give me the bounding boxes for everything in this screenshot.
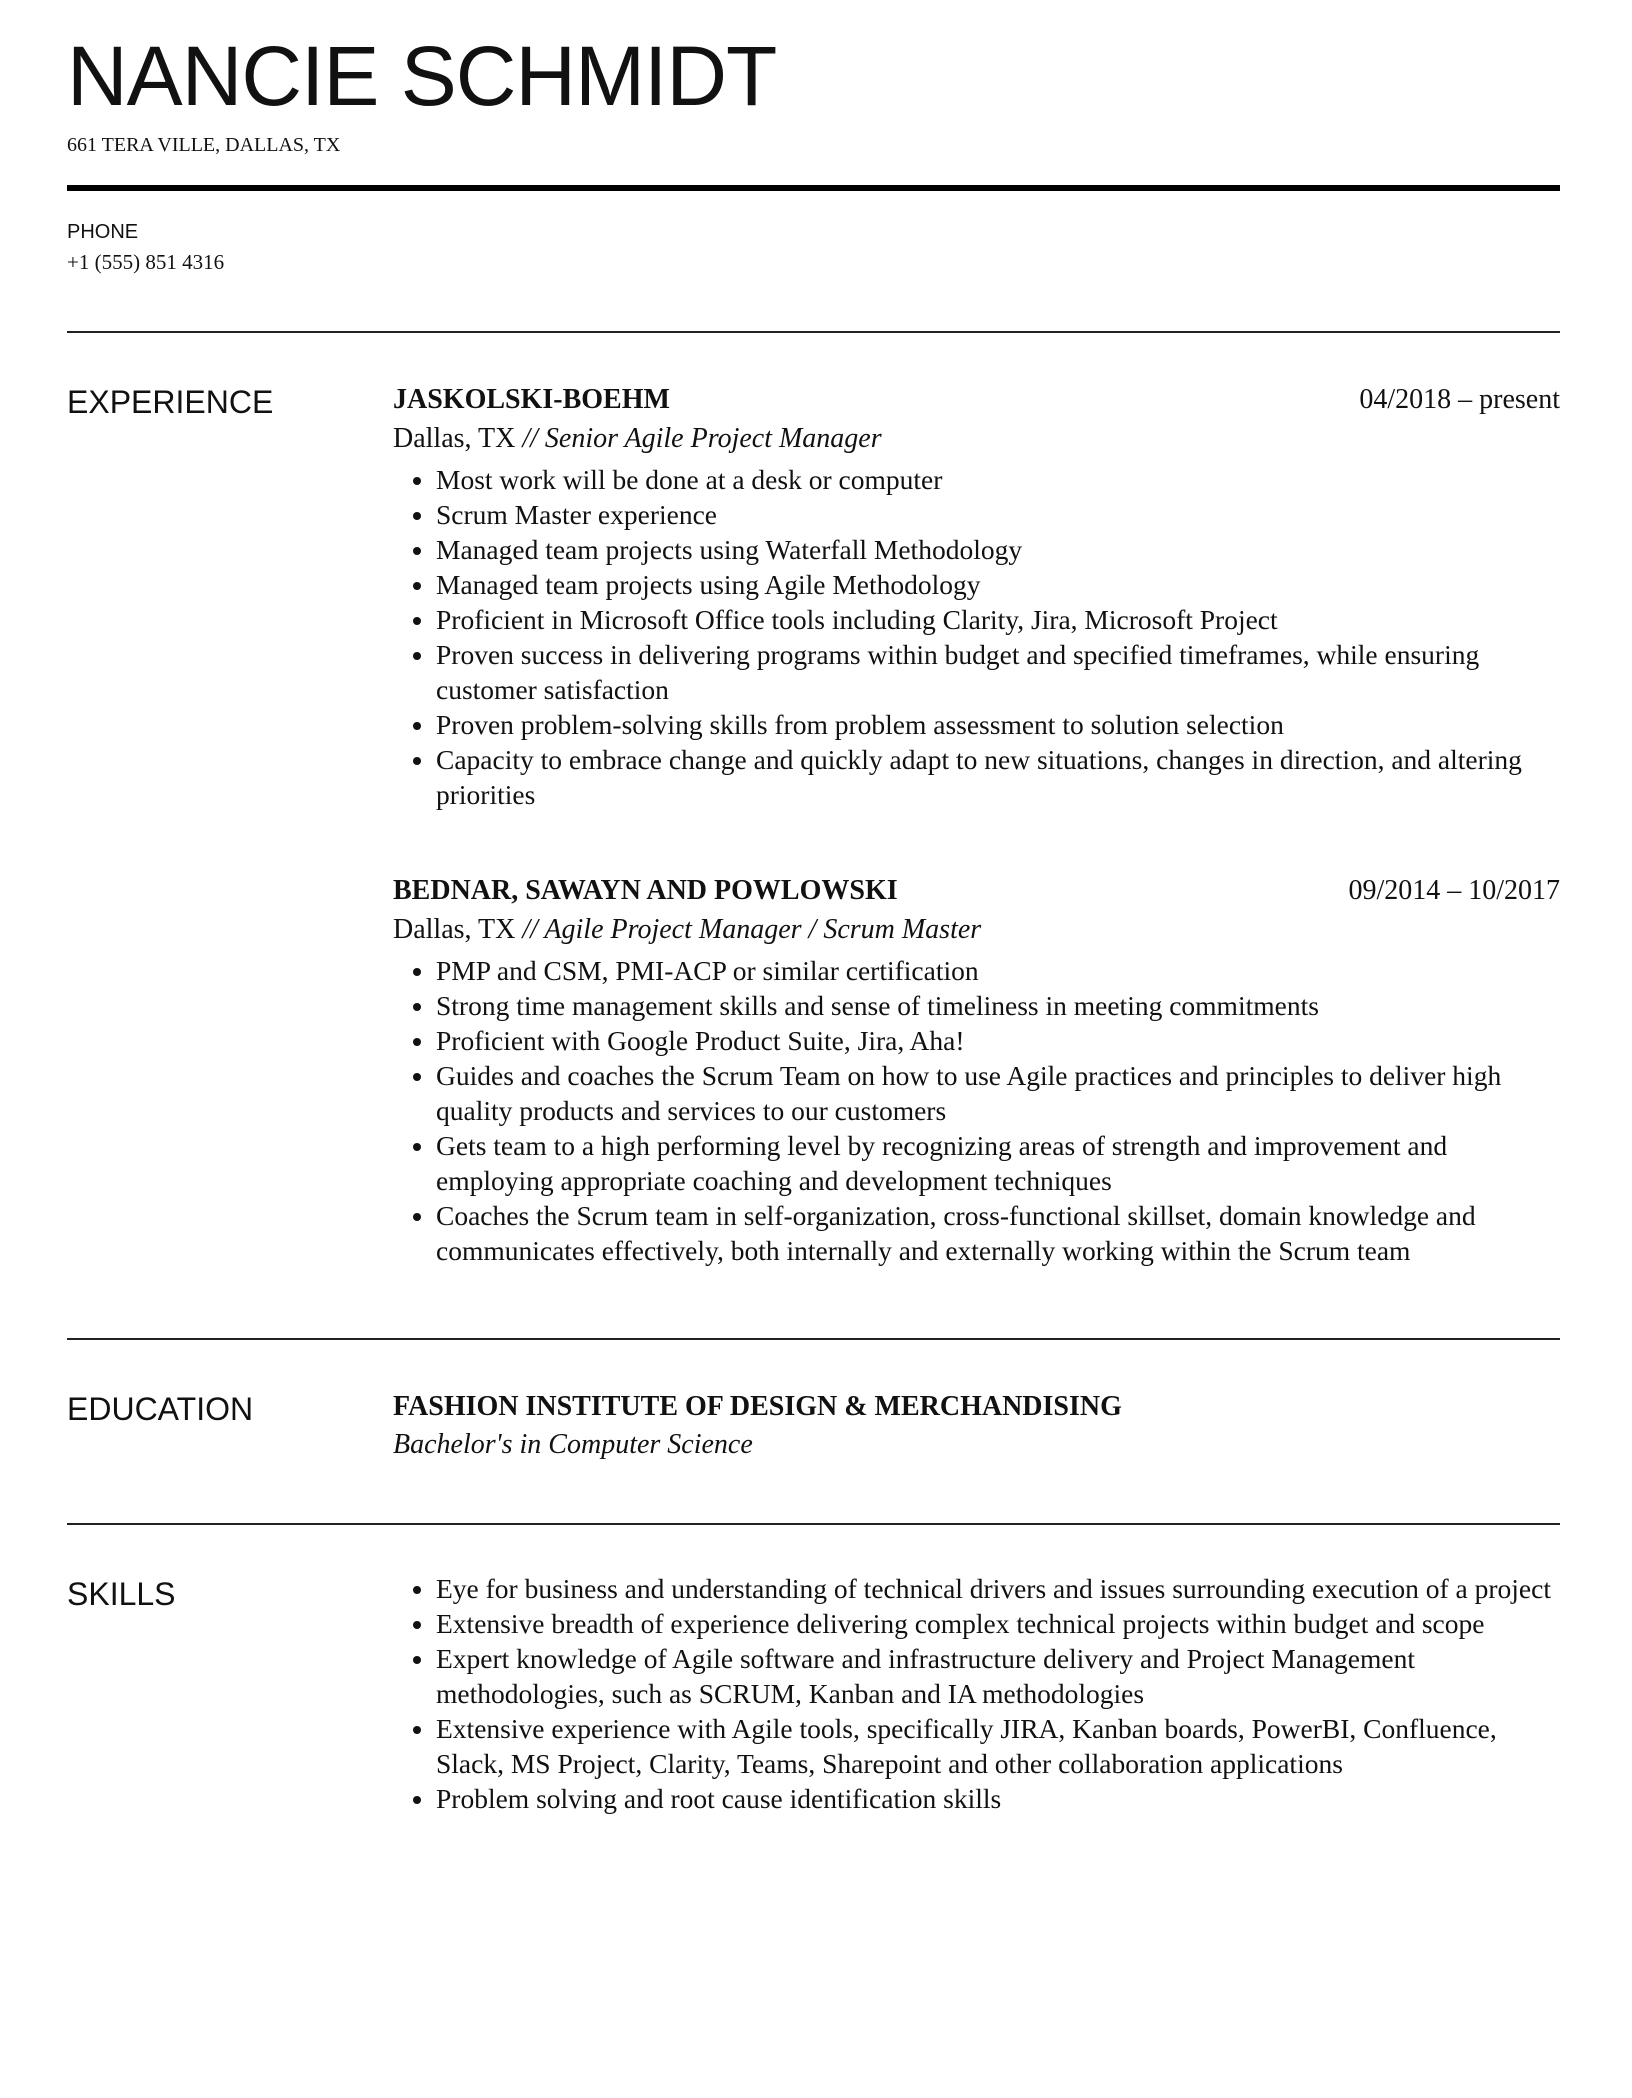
job-entry xyxy=(393,383,1560,812)
section-title: EDUCATION xyxy=(67,1390,254,1427)
section-divider xyxy=(67,331,1560,333)
skills-section xyxy=(67,1572,1560,1816)
job-dates: 04/2018 – present xyxy=(1359,384,1560,416)
school-name: FASHION INSTITUTE OF DESIGN & MERCHANDISING xyxy=(393,1390,1122,1422)
job-location: Dallas, TX xyxy=(393,422,516,454)
experience-section xyxy=(67,383,1560,1268)
header-divider xyxy=(67,185,1560,191)
list-item: • Problem solving and root cause identification skills xyxy=(436,1781,1560,1816)
job-dates: 09/2014 – 10/2017 xyxy=(1348,874,1560,906)
job-bullets xyxy=(393,953,1560,1268)
list-item: • Capacity to embrace change and quickly adapt to new situations, changes in direction, and altering priorities xyxy=(436,742,1560,812)
job-role: Senior Agile Project Manager xyxy=(544,422,882,454)
education-section xyxy=(67,1390,1560,1465)
list-item: • Expert knowledge of Agile software and infrastructure delivery and Project Management methodologies, such as SCRUM, Kanban and IA methodologies xyxy=(436,1641,1560,1711)
list-item: • Extensive experience with Agile tools, specifically JIRA, Kanban boards, PowerBI, Confluence, Slack, MS Project, Clarity, Teams, Sharepoint and other collaboration applications xyxy=(436,1711,1560,1781)
phone-label: PHONE xyxy=(67,221,139,244)
list-item: • Managed team projects using Waterfall Methodology xyxy=(436,532,1560,567)
separator: // xyxy=(515,913,545,945)
section-title: EXPERIENCE xyxy=(67,384,274,421)
separator: // xyxy=(515,422,545,454)
list-item: • Most work will be done at a desk or computer xyxy=(436,462,1560,497)
list-item: • Proficient with Google Product Suite, Jira, Aha! xyxy=(436,1023,1560,1058)
section-divider xyxy=(67,1523,1560,1525)
list-item: • Coaches the Scrum team in self-organization, cross-functional skillset, domain knowledge and communicates effectively, both internally and externally working within the Scrum team xyxy=(436,1198,1560,1268)
resume-page xyxy=(67,0,1560,1816)
company-name: BEDNAR, SAWAYN AND POWLOWSKI xyxy=(393,874,898,906)
job-role: Agile Project Manager / Scrum Master xyxy=(544,913,982,945)
degree: Bachelor's in Computer Science xyxy=(393,1429,753,1461)
list-item: • Gets team to a high performing level by recognizing areas of strength and improvement and employing appropriate coaching and development techniques xyxy=(436,1128,1560,1198)
phone-number: +1 (555) 851 4316 xyxy=(67,250,225,275)
list-item: • Extensive breadth of experience delivering complex technical projects within budget and scope xyxy=(436,1606,1560,1641)
list-item: • Proven problem-solving skills from problem assessment to solution selection xyxy=(436,707,1560,742)
skills-list xyxy=(393,1571,1560,1816)
job-subtitle xyxy=(393,910,1560,949)
job-bullets xyxy=(393,462,1560,812)
address: 661 TERA VILLE, DALLAS, TX xyxy=(67,134,341,157)
candidate-name: NANCIE SCHMIDT xyxy=(67,29,777,123)
list-item: • Eye for business and understanding of technical drivers and issues surrounding execution of a project xyxy=(436,1571,1560,1606)
job-entry xyxy=(393,874,1560,1268)
section-title: SKILLS xyxy=(67,1575,176,1612)
list-item: • Proficient in Microsoft Office tools including Clarity, Jira, Microsoft Project xyxy=(436,602,1560,637)
list-item: • Proven success in delivering programs within budget and specified timeframes, while ensuring customer satisfaction xyxy=(436,637,1560,707)
list-item: • PMP and CSM, PMI-ACP or similar certification xyxy=(436,953,1560,988)
list-item: • Scrum Master experience xyxy=(436,497,1560,532)
job-location: Dallas, TX xyxy=(393,913,516,945)
section-divider xyxy=(67,1338,1560,1340)
company-name: JASKOLSKI-BOEHM xyxy=(393,384,670,416)
list-item: • Guides and coaches the Scrum Team on how to use Agile practices and principles to deliver high quality products and services to our customers xyxy=(436,1058,1560,1128)
list-item: • Managed team projects using Agile Methodology xyxy=(436,567,1560,602)
job-subtitle xyxy=(393,419,1560,458)
list-item: • Strong time management skills and sense of timeliness in meeting commitments xyxy=(436,988,1560,1023)
